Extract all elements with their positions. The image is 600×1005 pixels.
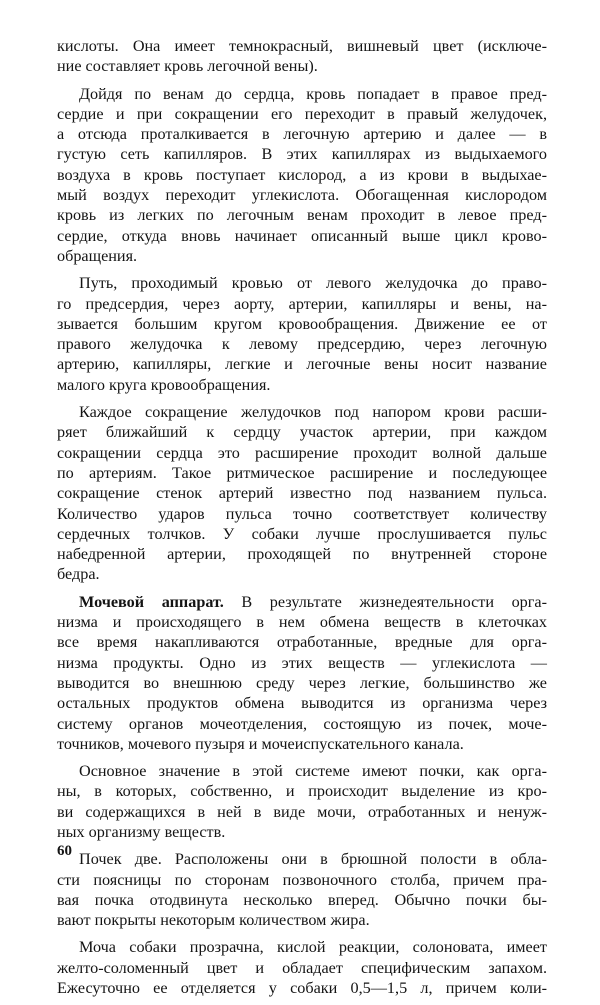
page-text	[57, 36, 547, 1005]
text-line: правого желудочка к левому предсердию, через легочную	[57, 335, 547, 354]
text-line: артерию, капилляры, легкие и легочные вены носит название	[57, 355, 547, 374]
text-line: низма и происходящего в нем обмена веществ в клеточках	[57, 613, 547, 632]
text-line: выводится во внешнюю среду через легкие, большинство же	[57, 673, 547, 692]
text-line: кислоты. Она имеет темнокрасный, вишневый цвет (исключе-	[57, 37, 547, 55]
text-line	[57, 592, 547, 612]
text-run: В результате жизнедеятельности орга-	[223, 592, 547, 611]
text-line: сердечных толчков. У собаки лучше прослушивается пульс	[57, 524, 547, 543]
text-line: сокращении сердца это расширение проходит волной дальше	[57, 443, 547, 462]
text-line: систему органов мочеотделения, состоящую из почек, моче-	[57, 714, 547, 733]
text-line: набедренной артерии, проходящей по внутренней стороне	[57, 545, 547, 564]
text-line: го предсердия, через аорту, артерии, капилляры и вены, на-	[57, 294, 547, 313]
text-line: по артериям. Такое ритмическое расширение и последующее	[57, 463, 547, 482]
text-line: а отсюда проталкивается в легочную артерию и далее — в	[57, 125, 547, 144]
text-line: низма продукты. Одно из этих веществ — углекислота —	[57, 653, 547, 672]
text-line: точников, мочевого пузыря и мочеиспускательного канала.	[57, 734, 464, 753]
text-line: сердие, откуда вновь начинает описанный выше цикл крово-	[57, 226, 547, 245]
text-line: воздуха в кровь поступает кислород, а из крови в выдыхае-	[57, 165, 547, 184]
text-line: ны, в которых, собственно, и происходит выделение из кро-	[57, 782, 547, 801]
text-line: все время накапливаются отработанные, вредные для орга-	[57, 633, 547, 652]
text-line: ряет ближайший к сердцу участок артерии, при каждом	[57, 423, 547, 442]
paragraph	[57, 36, 547, 77]
section-heading: Мочевой аппарат.	[79, 592, 224, 611]
paragraph	[57, 273, 547, 395]
text-line: сердие и при сокращении его переходит в правый желудочек,	[57, 104, 547, 123]
text-line: ви содержащихся в ней в виде мочи, отработанных и ненуж-	[57, 802, 547, 821]
paragraph	[57, 84, 547, 267]
text-line: Моча собаки прозрачна, кислой реакции, солоновата, имеет	[79, 938, 547, 957]
paragraph	[57, 937, 547, 998]
text-line: Количество ударов пульса точно соответствует количеству	[57, 504, 547, 523]
text-line: ных организму веществ.	[57, 822, 226, 841]
text-line: мый воздух переходит углекислота. Обогащенная кислородом	[57, 186, 547, 205]
text-line: сокращение стенок артерий известно под названием пульса.	[57, 484, 547, 503]
text-line: Ежесуточно ее отделяется у собаки 0,5—1,5 л, причем коли-	[57, 979, 547, 998]
paragraph	[57, 402, 547, 585]
text-line: Каждое сокращение желудочков под напором крови расши-	[79, 403, 547, 422]
text-line: Основное значение в этой системе имеют почки, как орга-	[79, 762, 547, 781]
paragraph	[57, 592, 547, 754]
text-line: вая почка отодвинута несколько вперед. Обычно почки бы-	[57, 890, 547, 909]
text-line: малого круга кровообращения.	[57, 375, 271, 394]
page-number: 60	[57, 843, 72, 859]
text-line: зывается большим кругом кровообращения. Движение ее от	[57, 314, 547, 333]
paragraph	[57, 761, 547, 842]
text-line: обращения.	[57, 246, 138, 265]
text-line: желто-соломенный цвет и обладает специфическим запахом.	[57, 958, 547, 977]
text-line: кровь из легких по легочным венам проходит в левое пред-	[57, 206, 547, 225]
text-line: вают покрыты некоторым количеством жира.	[57, 911, 370, 930]
paragraph	[57, 849, 547, 930]
text-line: бедра.	[57, 565, 100, 584]
text-line: Почек две. Расположены они в брюшной полости в обла-	[79, 850, 547, 869]
text-line: Дойдя по венам до сердца, кровь попадает в правое пред-	[79, 84, 547, 103]
text-line: ние составляет кровь легочной вены).	[57, 57, 318, 76]
text-line: Путь, проходимый кровью от левого желудочка до право-	[79, 274, 547, 293]
text-line: сти поясницы по сторонам позвоночного столба, причем пра-	[57, 870, 547, 889]
text-line: густую сеть капилляров. В этих капиллярах из выдыхаемого	[57, 145, 547, 164]
text-line: остальных продуктов обмена выводится из организма через	[57, 694, 547, 713]
